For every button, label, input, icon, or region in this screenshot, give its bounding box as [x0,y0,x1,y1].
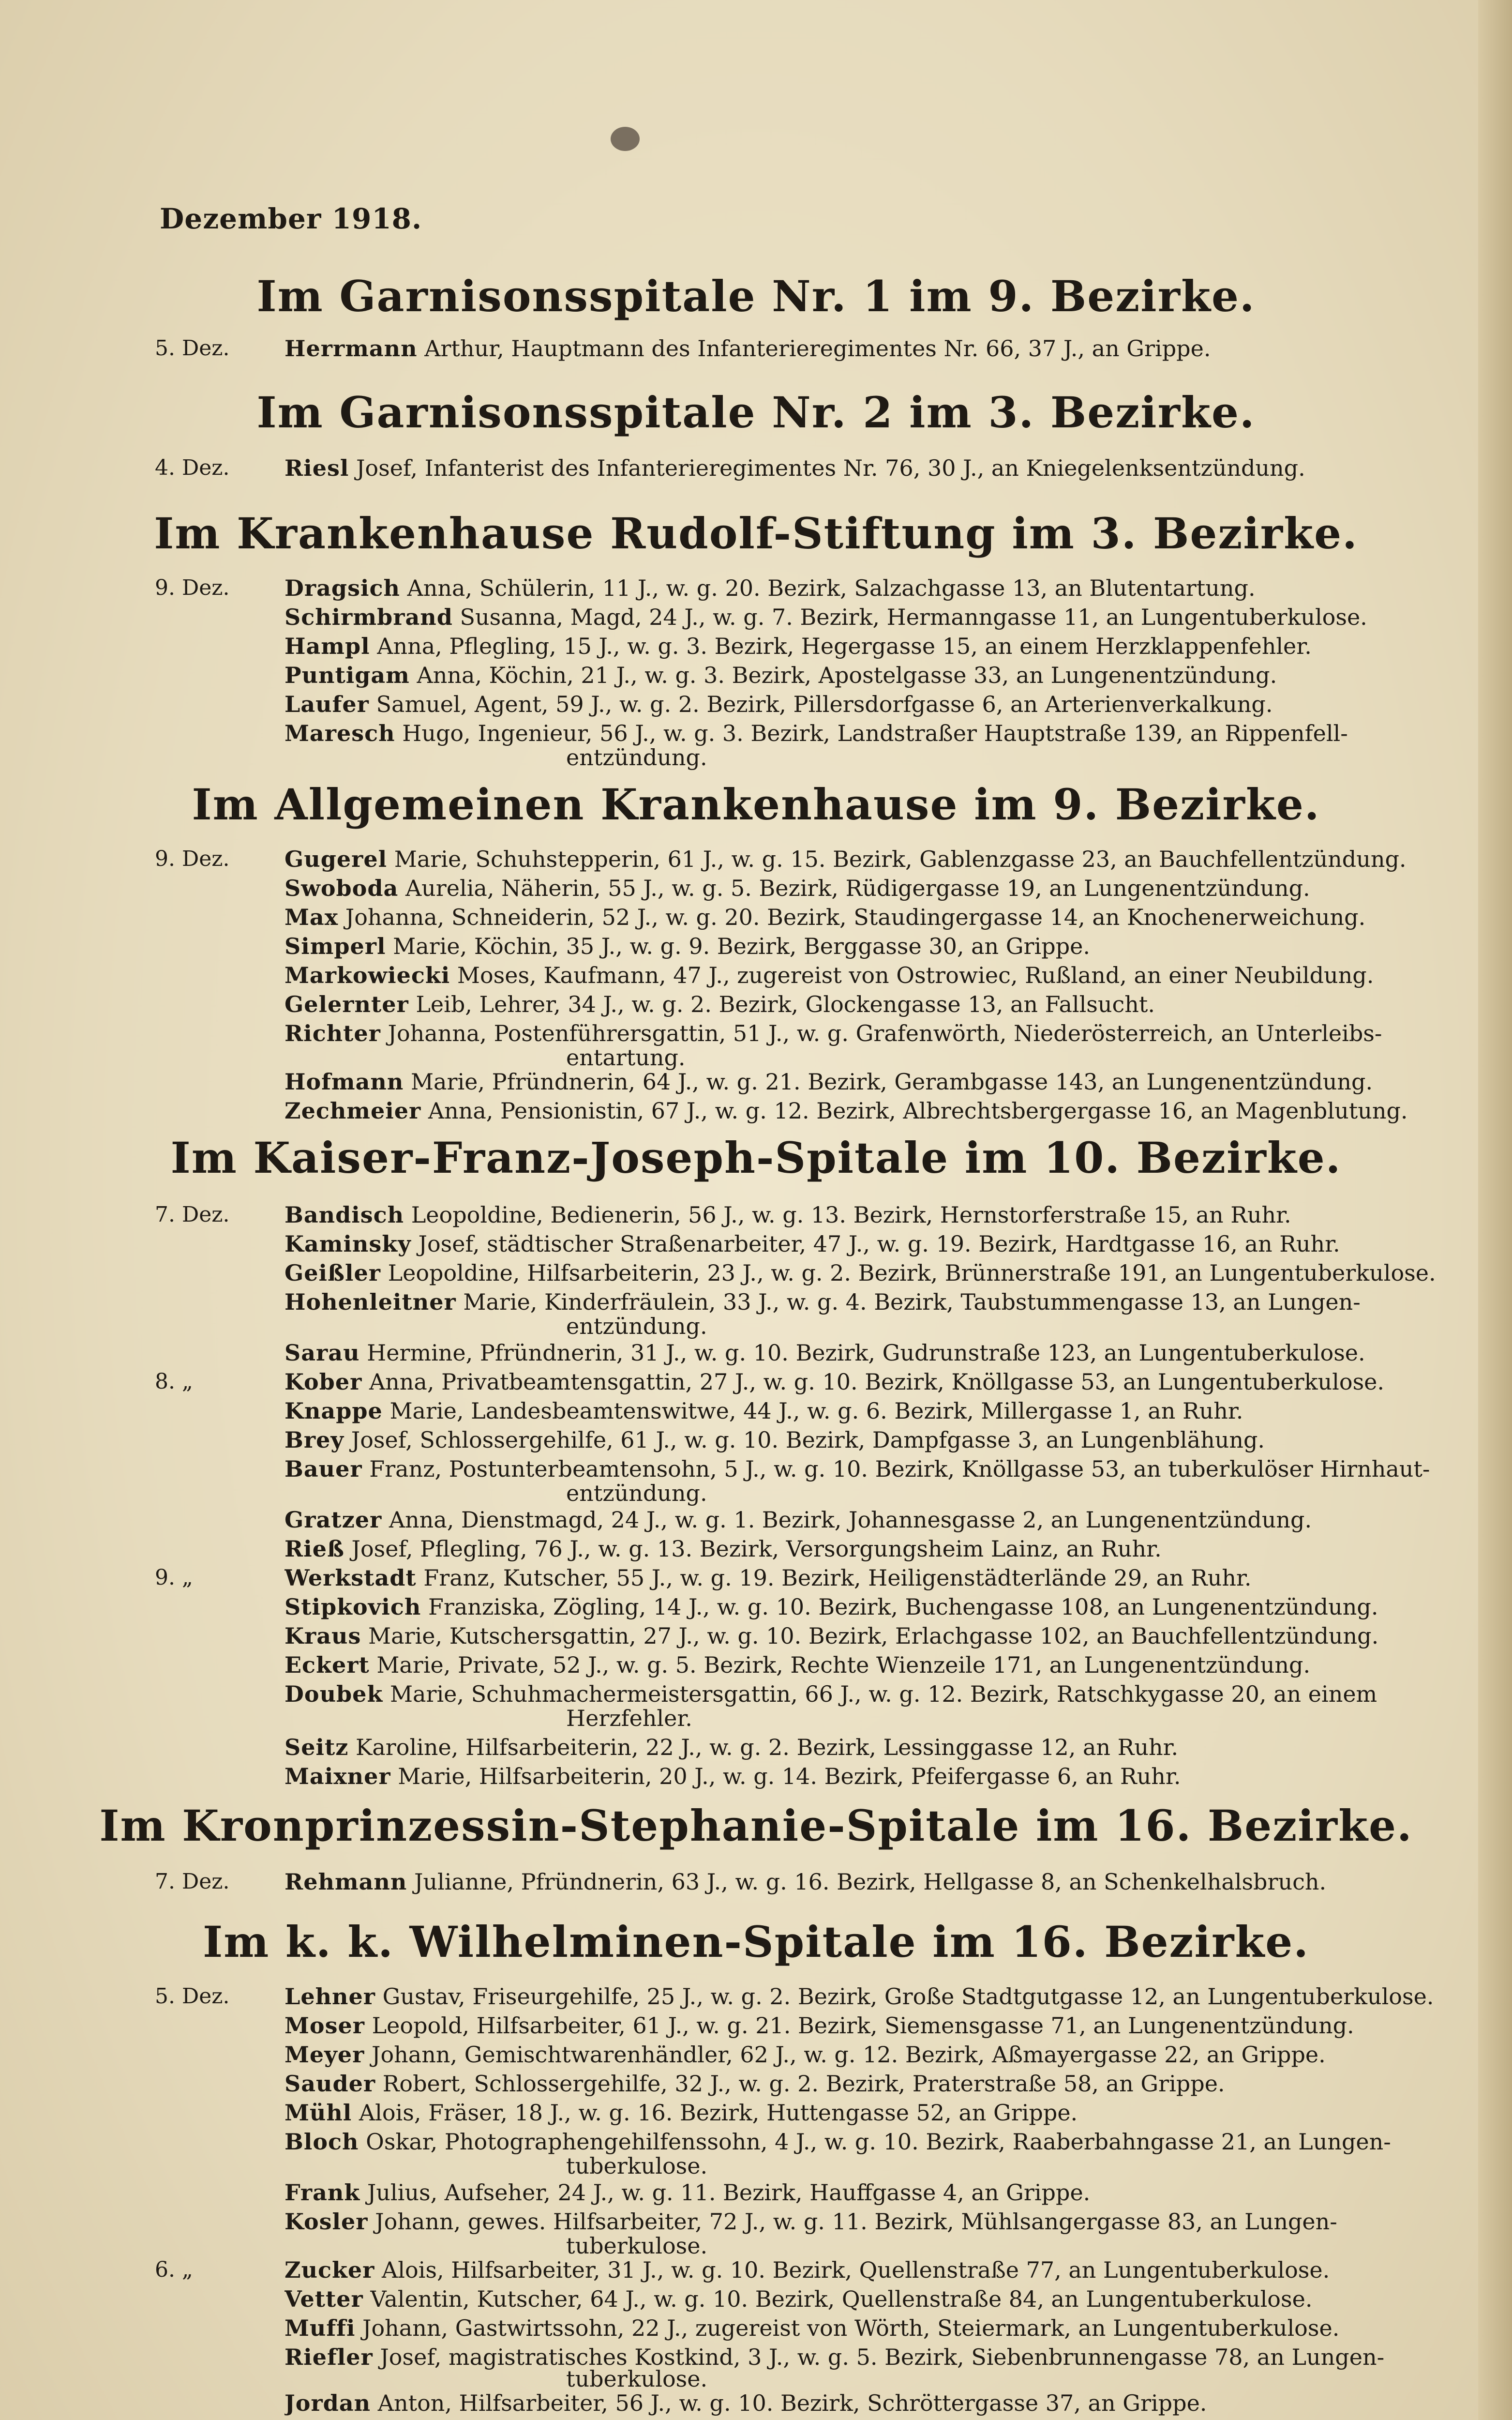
entry-continuation-text: entzündung. [566,744,707,771]
entry-text: Johanna, Postenführersgattin, 51 J., w. g. Grafenwörth, Niederösterreich, an Unterleibs- [388,1020,1382,1046]
entry-text: Anton, Hilfsarbeiter, 56 J., w. g. 10. Bezirk, Schröttergasse 37, an Grippe. [377,2390,1207,2416]
entry-name: Gugerel [284,846,388,872]
entry-text: Franz, Kutscher, 55 J., w. g. 19. Bezirk, Heiligenstädterlände 29, an Ruhr. [423,1565,1252,1591]
entry-name: Rehmann [284,1869,407,1895]
entry-date: 7. Dez. [155,1869,230,1894]
entry-date: 9. Dez. [155,575,230,600]
entry-name: Bauer [284,1456,362,1482]
entry-name: Zucker [284,2257,375,2283]
entry-name: Bloch [284,2129,359,2155]
entry-text: Marie, Schuhmachermeistersgattin, 66 J., w. g. 12. Bezirk, Ratschkygasse 20, an einem [389,1681,1377,1707]
section-heading: Im k. k. Wilhelminen-Spitale im 16. Bezirke. [203,1917,1309,1967]
section-heading: Im Kronprinzessin-Stephanie-Spitale im 16. Bezirke. [99,1800,1413,1851]
entry-text: Oskar, Photographengehilfenssohn, 4 J., w. g. 10. Bezirk, Raaberbahngasse 21, an Lungen- [366,2129,1391,2155]
entry-text: Josef, magistratisches Kostkind, 3 J., w. g. 5. Bezirk, Siebenbrunnengasse 78, an Lungen- [380,2344,1385,2370]
entry-name: Moser [284,2012,365,2039]
entry-name: Gratzer [284,1507,382,1533]
entry-text: Johann, gewes. Hilfsarbeiter, 72 J., w. g. 11. Bezirk, Mühlsangergasse 83, an Lungen- [375,2208,1337,2235]
entry-continuation-text: Herzfehler. [566,1705,692,1731]
entry-text: Marie, Hilfsarbeiterin, 20 J., w. g. 14. Bezirk, Pfeifergasse 6, an Ruhr. [398,1763,1181,1789]
entry-name: Werkstadt [284,1565,417,1591]
entry-name: Jordan [284,2390,371,2416]
entry-date: 4. Dez. [155,455,230,480]
entry-text: Franziska, Zögling, 14 J., w. g. 10. Bezirk, Buchengasse 108, an Lungenentzündung. [428,1594,1378,1620]
entry-name: Lehner [284,1983,376,2010]
entry-continuation-text: tuberkulose. [566,2233,708,2259]
entry-text: Franz, Postunterbeamtensohn, 5 J., w. g. 10. Bezirk, Knöllgasse 53, an tuberkulöser Hirnhaut- [369,1456,1430,1482]
entry-name: Simperl [284,933,386,959]
entry-name: Maixner [284,1763,391,1789]
entry-text: Moses, Kaufmann, 47 J., zugereist von Ostrowiec, Rußland, an einer Neubildung. [457,962,1374,988]
entry-continuation-text: entzündung. [566,1480,707,1506]
entry-name: Markowiecki [284,962,450,988]
punch-hole [611,127,640,151]
date-line: Dezember 1918. [160,202,422,235]
entry-name: Herrmann [284,335,418,362]
entry-name: Kober [284,1369,362,1395]
entry-name: Stipkovich [284,1594,421,1620]
entry-name: Frank [284,2179,360,2206]
entry-name: Geißler [284,1260,381,1286]
entry-text: Anna, Pflegling, 15 J., w. g. 3. Bezirk, Hegergasse 15, an einem Herzklappenfehler. [377,633,1312,659]
entry-text: Johann, Gastwirtssohn, 22 J., zugereist von Wörth, Steiermark, an Lungentuberkulose. [362,2315,1340,2341]
entry-name: Meyer [284,2042,365,2068]
entry-text: Josef, städtischer Straßenarbeiter, 47 J., w. g. 19. Bezirk, Hardtgasse 16, an Ruhr. [418,1231,1340,1257]
section-heading: Im Garnisonsspitale Nr. 1 im 9. Bezirke. [256,271,1256,321]
entry-name: Rieß [284,1536,344,1562]
section-heading: Im Allgemeinen Krankenhause im 9. Bezirke. [192,779,1320,830]
entry-text: Johanna, Schneiderin, 52 J., w. g. 20. Bezirk, Staudingergasse 14, an Knochenerweichung. [345,904,1366,930]
entry-text: Marie, Kinderfräulein, 33 J., w. g. 4. Bezirk, Taubstummengasse 13, an Lungen- [463,1289,1361,1315]
entry-text: Johann, Gemischtwarenhändler, 62 J., w. g. 12. Bezirk, Aßmayergasse 22, an Grippe. [372,2042,1326,2068]
entry-text: Marie, Private, 52 J., w. g. 5. Bezirk, Rechte Wienzeile 171, an Lungenentzündung. [376,1652,1311,1678]
entry-name: Laufer [284,691,369,717]
entry-name: Puntigam [284,662,410,688]
entry-text: Alois, Hilfsarbeiter, 31 J., w. g. 10. Bezirk, Quellenstraße 77, an Lungentuberkulose. [382,2257,1330,2283]
entry-name: Swoboda [284,875,399,901]
entry-text: Marie, Schuhstepperin, 61 J., w. g. 15. Bezirk, Gablenzgasse 23, an Bauchfellentzündung. [394,846,1407,872]
entry-continuation-text: entartung. [566,1044,686,1071]
entry-text: Josef, Pflegling, 76 J., w. g. 13. Bezirk, Versorgungsheim Lainz, an Ruhr. [351,1536,1162,1562]
entry-name: Gelernter [284,991,409,1017]
entry-text: Anna, Pensionistin, 67 J., w. g. 12. Bezirk, Albrechtsbergergasse 16, an Magenblutung. [428,1098,1408,1124]
entry-name: Kaminsky [284,1231,411,1257]
entry-text: Aurelia, Näherin, 55 J., w. g. 5. Bezirk, Rüdigergasse 19, an Lungenentzündung. [405,875,1310,901]
entry-name: Mühl [284,2100,352,2126]
entry-text: Julius, Aufseher, 24 J., w. g. 11. Bezirk, Hauffgasse 4, an Grippe. [367,2179,1091,2206]
entry-text: Arthur, Hauptmann des Infanterieregimentes Nr. 66, 37 J., an Grippe. [424,335,1211,362]
entry-name: Knappe [284,1398,383,1424]
entry-name: Schirmbrand [284,604,453,630]
entry-text: Hermine, Pfründnerin, 31 J., w. g. 10. Bezirk, Gudrunstraße 123, an Lungentuberkulose. [367,1340,1365,1366]
entry-date: 5. Dez. [155,1984,230,2009]
entry-name: Richter [284,1020,381,1046]
entry-text: Marie, Köchin, 35 J., w. g. 9. Bezirk, Berggasse 30, an Grippe. [393,933,1090,959]
entry-name: Max [284,904,339,930]
entry-name: Sarau [284,1340,360,1366]
entry-date: 8. „ [155,1369,193,1394]
entry-text: Robert, Schlossergehilfe, 32 J., w. g. 2. Bezirk, Praterstraße 58, an Grippe. [382,2071,1225,2097]
entry-name: Eckert [284,1652,370,1678]
entry-text: Leopoldine, Hilfsarbeiterin, 23 J., w. g. 2. Bezirk, Brünnerstraße 191, an Lungentuberkulose. [388,1260,1436,1286]
entry-text: Josef, Schlossergehilfe, 61 J., w. g. 10. Bezirk, Dampfgasse 3, an Lungenblähung. [351,1427,1265,1453]
entry-name: Muffi [284,2315,356,2341]
entry-text: Marie, Pfründnerin, 64 J., w. g. 21. Bezirk, Gerambgasse 143, an Lungenentzündung. [410,1069,1373,1095]
entry-name: Brey [284,1427,344,1453]
entry-text: Josef, Infanterist des Infanterieregimentes Nr. 76, 30 J., an Kniegelenksentzündung. [356,455,1305,481]
entry-text: Anna, Schülerin, 11 J., w. g. 20. Bezirk, Salzachgasse 13, an Blutentartung. [407,575,1256,601]
section-heading: Im Kaiser-Franz-Joseph-Spitale im 10. Bezirke. [170,1133,1342,1183]
entry-date: 9. „ [155,1565,193,1590]
entry-date: 5. Dez. [155,336,230,361]
entry-name: Bandisch [284,1202,404,1228]
entry-text: Marie, Kutschersgattin, 27 J., w. g. 10. Bezirk, Erlachgasse 102, an Bauchfellentzündung. [368,1623,1379,1649]
entry-name: Dragsich [284,575,400,601]
entry-name: Riefler [284,2344,373,2370]
section-heading: Im Garnisonsspitale Nr. 2 im 3. Bezirke. [256,387,1256,438]
section-heading: Im Krankenhause Rudolf-Stiftung im 3. Bezirke. [154,508,1358,559]
entry-text: Hugo, Ingenieur, 56 J., w. g. 3. Bezirk, Landstraßer Hauptstraße 139, an Rippenfell- [402,720,1348,746]
entry-text: Anna, Dienstmagd, 24 J., w. g. 1. Bezirk, Johannesgasse 2, an Lungenentzündung. [389,1507,1312,1533]
entry-continuation-text: tuberkulose. [566,2366,708,2392]
entry-continuation-text: entzündung. [566,1313,707,1339]
entry-name: Kosler [284,2208,368,2235]
entry-date: 9. Dez. [155,847,230,871]
entry-text: Anna, Köchin, 21 J., w. g. 3. Bezirk, Apostelgasse 33, an Lungenentzündung. [417,662,1277,688]
entry-name: Zechmeier [284,1098,421,1124]
entry-text: Leopold, Hilfsarbeiter, 61 J., w. g. 21. Bezirk, Siemensgasse 71, an Lungenentzündung. [372,2012,1354,2039]
entry-text: Valentin, Kutscher, 64 J., w. g. 10. Bezirk, Quellenstraße 84, an Lungentuberkulose. [370,2286,1313,2312]
entry-text: Gustav, Friseurgehilfe, 25 J., w. g. 2. Bezirk, Große Stadtgutgasse 12, an Lungentuberkulose. [382,1983,1434,2010]
entry-text: Karoline, Hilfsarbeiterin, 22 J., w. g. 2. Bezirk, Lessinggasse 12, an Ruhr. [355,1734,1179,1760]
entry-name: Riesl [284,455,349,481]
entry-name: Hofmann [284,1069,404,1095]
entry-date: 7. Dez. [155,1202,230,1227]
entry-name: Maresch [284,720,395,746]
entry-name: Hampl [284,633,370,659]
entry-name: Seitz [284,1734,349,1760]
entry-name: Sauder [284,2071,376,2097]
entry-name: Doubek [284,1681,383,1707]
entry-text: Marie, Landesbeamtenswitwe, 44 J., w. g. 6. Bezirk, Millergasse 1, an Ruhr. [389,1398,1243,1424]
entry-text: Julianne, Pfründnerin, 63 J., w. g. 16. Bezirk, Hellgasse 8, an Schenkelhalsbruch. [414,1869,1327,1895]
entry-name: Vetter [284,2286,363,2312]
entry-text: Samuel, Agent, 59 J., w. g. 2. Bezirk, Pillersdorfgasse 6, an Arterienverkalkung. [376,691,1273,717]
entry-text: Leopoldine, Bedienerin, 56 J., w. g. 13. Bezirk, Hernstorferstraße 15, an Ruhr. [411,1202,1291,1228]
page-edge-shadow [1478,0,1512,2420]
entry-name: Hohenleitner [284,1289,456,1315]
entry-text: Leib, Lehrer, 34 J., w. g. 2. Bezirk, Glockengasse 13, an Fallsucht. [416,991,1155,1017]
entry-date: 6. „ [155,2257,193,2282]
entry-text: Alois, Fräser, 18 J., w. g. 16. Bezirk, Huttengasse 52, an Grippe. [359,2100,1078,2126]
entry-text: Susanna, Magd, 24 J., w. g. 7. Bezirk, Hermanngasse 11, an Lungentuberkulose. [460,604,1367,630]
entry-text: Anna, Privatbeamtensgattin, 27 J., w. g. 10. Bezirk, Knöllgasse 53, an Lungentuberkulose. [369,1369,1385,1395]
entry-continuation-text: tuberkulose. [566,2153,708,2179]
entry-name: Kraus [284,1623,361,1649]
